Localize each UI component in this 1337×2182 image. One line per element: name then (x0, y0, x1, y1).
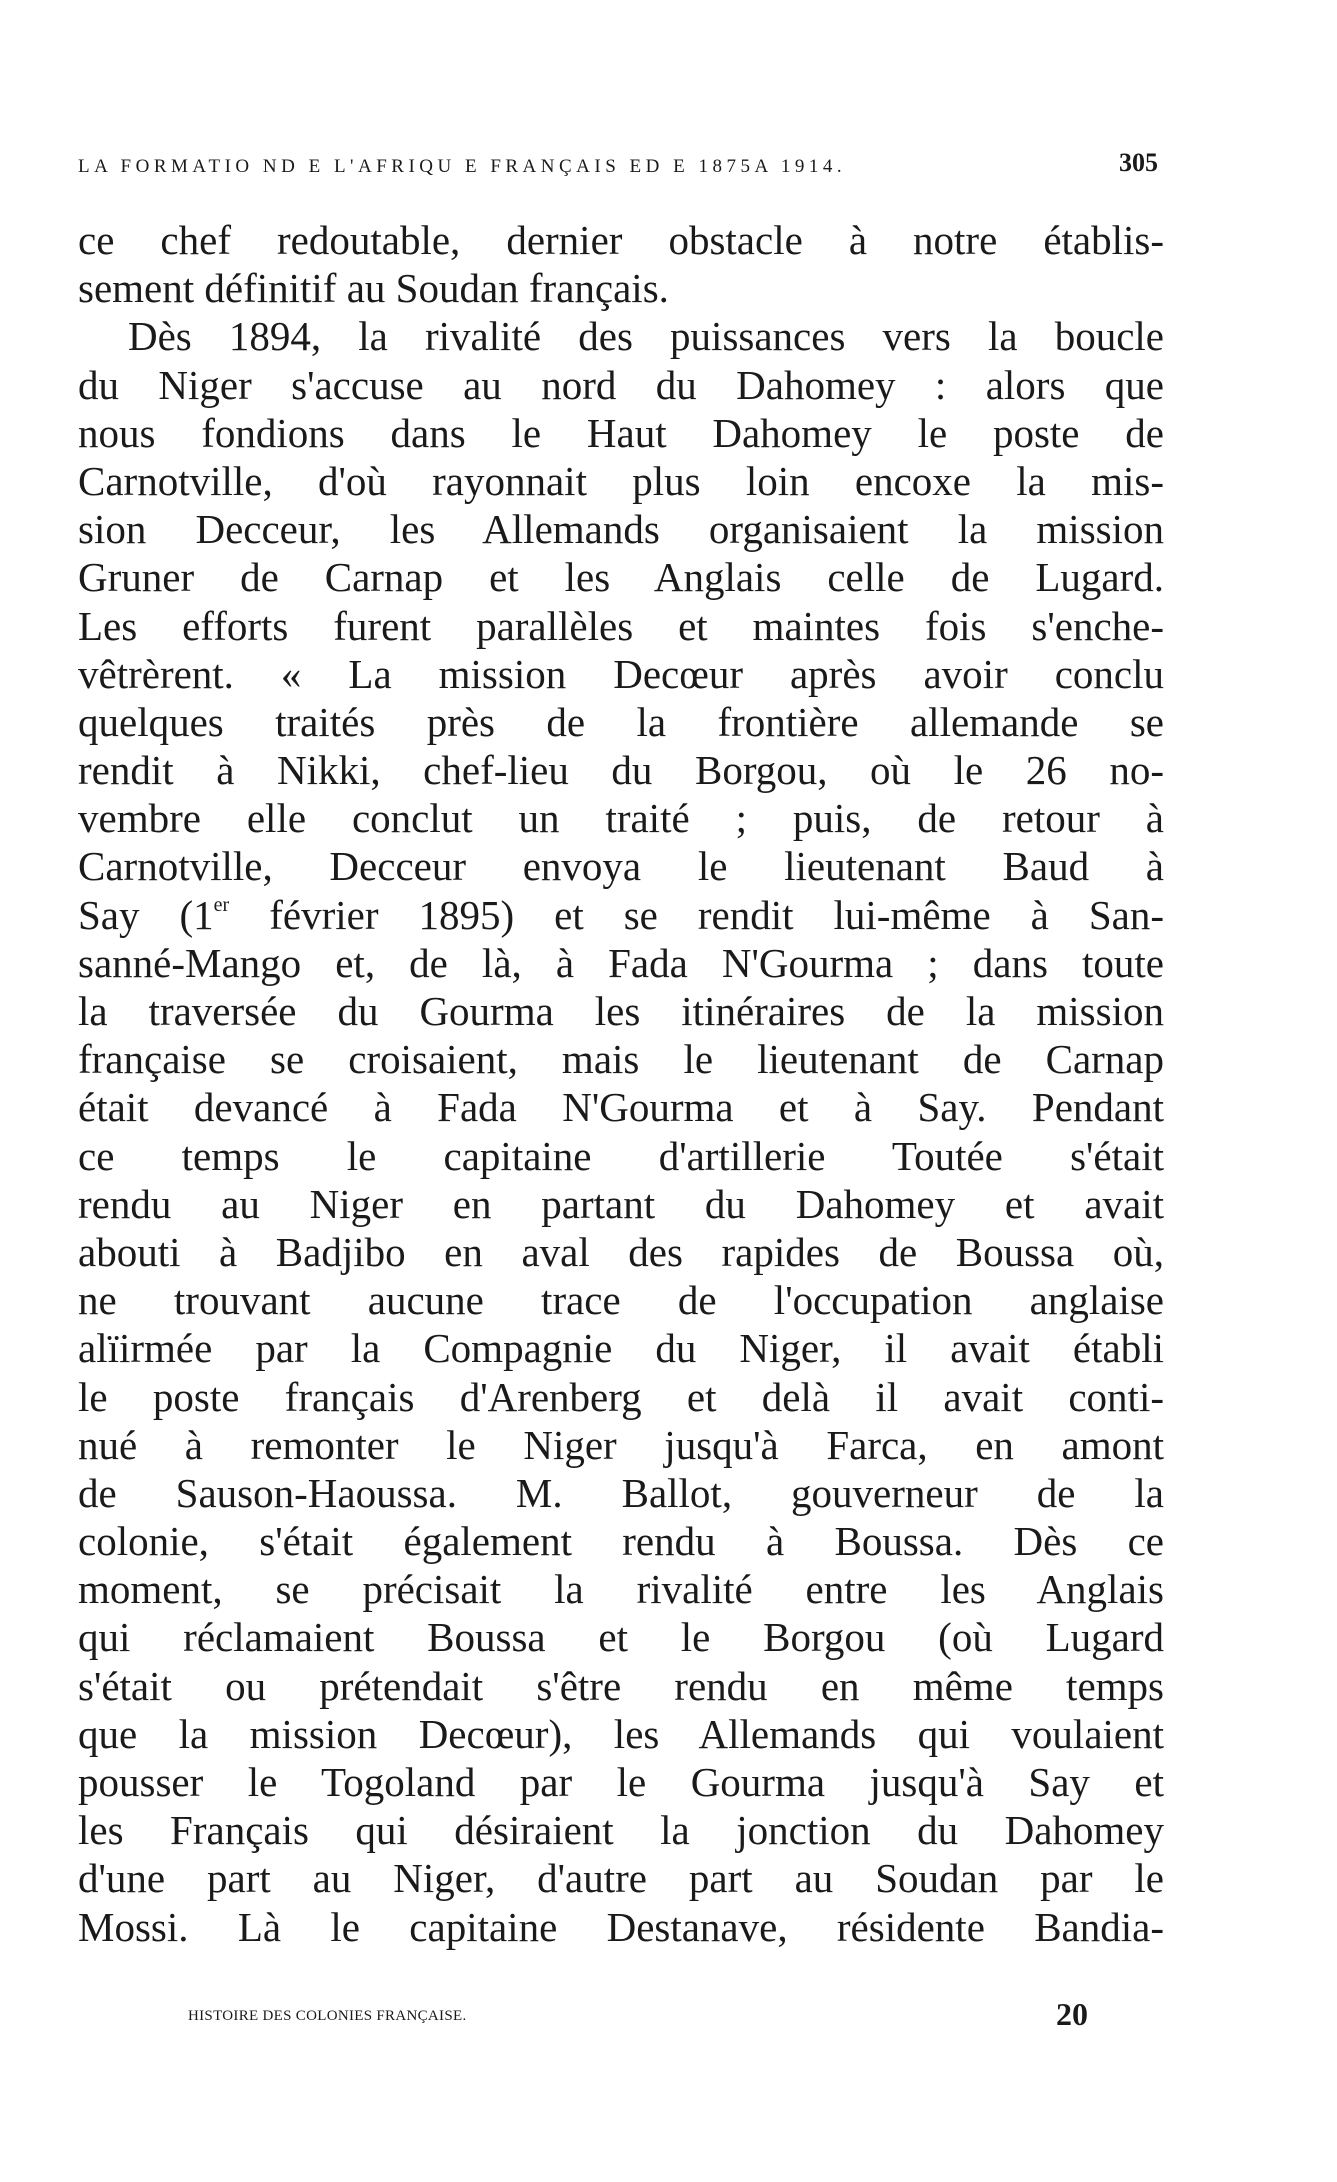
text-line: du Niger s'accuse au nord du Dahomey : alors que (78, 361, 1164, 408)
text-line: abouti à Badjibo en aval des rapides de Boussa où, (78, 1228, 1164, 1275)
text-line: française se croisaient, mais le lieutenant de Carnap (78, 1036, 1164, 1083)
text-line: ce chef redoutable, dernier obstacle à notre établis- (78, 217, 1164, 263)
text-line: la traversée du Gourma les itinéraires de la mission (78, 988, 1164, 1034)
running-head (78, 148, 1158, 188)
text-line: qui réclamaient Boussa et le Borgou (où Lugard (78, 1614, 1164, 1661)
text-line: était devancé à Fada N'Gourma et à Say. Pendant (78, 1084, 1164, 1131)
signature-number: 20 (1056, 1996, 1088, 2032)
text-line: le poste français d'Arenberg et delà il avait conti- (78, 1373, 1164, 1420)
text-line: Carnotville, Decceur envoya le lieutenant Baud à (78, 843, 1164, 890)
text-line: moment, se précisait la rivalité entre les Anglais (78, 1566, 1164, 1613)
text-line: rendit à Nikki, chef-lieu du Borgou, où le 26 no- (78, 747, 1164, 794)
text-line: Dès 1894, la rivalité des puissances vers la boucle (128, 313, 1164, 360)
text-line: rendu au Niger en partant du Dahomey et avait (78, 1180, 1164, 1227)
text-line-with-superscript (78, 891, 1164, 939)
text-line: nous fondions dans le Haut Dahomey le poste de (78, 409, 1164, 456)
text-line: colonie, s'était également rendu à Boussa. Dès ce (78, 1518, 1164, 1565)
text-line-rest: février 1895) et se rendit lui-même à San- (229, 891, 1165, 938)
text-line: nué à remonter le Niger jusqu'à Farca, en amont (78, 1421, 1164, 1468)
text-line: ne trouvant aucune trace de l'occupation anglaise (78, 1277, 1164, 1324)
text-line: sanné-Mango et, de là, à Fada N'Gourma ; dans toute (78, 939, 1164, 986)
running-title: LA FORMATIO ND E L'AFRIQU E FRANÇAIS ED E 1875A 1914. (78, 156, 847, 177)
page-number: 305 (1119, 148, 1158, 177)
text-line-start: Say (1 (78, 891, 214, 938)
signature-title: HISTOIRE DES COLONIES FRANÇAISE. (188, 2008, 467, 2024)
signature-footer (188, 1996, 1088, 2036)
text-line: de Sauson-Haoussa. M. Ballot, gouverneur de la (78, 1469, 1164, 1516)
text-line: que la mission Decœur), les Allemands qui voulaient (78, 1710, 1164, 1757)
text-line: alïirmée par la Compagnie du Niger, il avait établi (78, 1325, 1164, 1372)
text-line: ce temps le capitaine d'artillerie Toutée s'était (78, 1132, 1164, 1179)
superscript-er: er (213, 893, 230, 916)
text-line: d'une part au Niger, d'autre part au Soudan par le (78, 1855, 1164, 1902)
text-line: les Français qui désiraient la jonction du Dahomey (78, 1807, 1164, 1854)
text-line: sement définitif au Soudan français. (78, 265, 669, 312)
text-line: vêtrèrent. « La mission Decœur après avoir conclu (78, 650, 1164, 697)
text-line: sion Decceur, les Allemands organisaient la mission (78, 506, 1164, 553)
text-line: Carnotville, d'où rayonnait plus loin encoxe la mis- (78, 457, 1164, 504)
body-text (78, 216, 1164, 1951)
text-line: quelques traités près de la frontière allemande se (78, 698, 1164, 745)
text-line: pousser le Togoland par le Gourma jusqu'à Say et (78, 1759, 1164, 1805)
text-line: Gruner de Carnap et les Anglais celle de Lugard. (78, 554, 1164, 601)
text-line: Mossi. Là le capitaine Destanave, résidente Bandia- (78, 1903, 1164, 1950)
text-line: vembre elle conclut un traité ; puis, de retour à (78, 795, 1164, 842)
text-line: Les efforts furent parallèles et maintes fois s'enche- (78, 602, 1164, 649)
text-line: s'était ou prétendait s'être rendu en même temps (78, 1662, 1164, 1709)
